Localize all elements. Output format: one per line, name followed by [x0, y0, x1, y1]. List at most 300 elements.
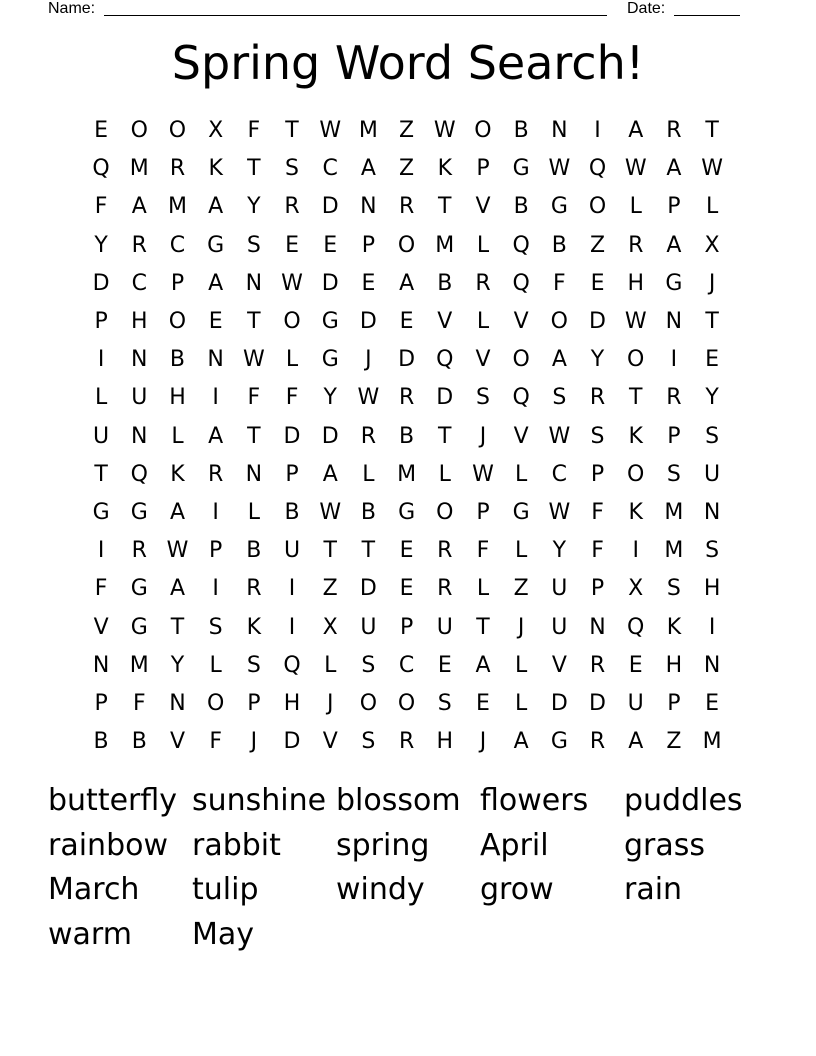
grid-letter[interactable]: V: [322, 729, 338, 755]
grid-letter[interactable]: Z: [589, 232, 606, 258]
word-list-item: May: [192, 916, 255, 952]
grid-letter[interactable]: Q: [130, 461, 148, 487]
grid-letter[interactable]: I: [212, 385, 219, 411]
grid-letter[interactable]: R: [169, 156, 186, 182]
grid-letter[interactable]: R: [666, 118, 682, 144]
grid-letter[interactable]: G: [550, 729, 568, 755]
grid-letter[interactable]: R: [666, 385, 682, 411]
grid-letter[interactable]: L: [515, 461, 528, 487]
grid-letter[interactable]: K: [666, 614, 682, 640]
grid-letter[interactable]: W: [357, 385, 380, 411]
word-list-item: tulip: [192, 872, 259, 907]
grid-letter[interactable]: H: [627, 270, 644, 296]
grid-letter[interactable]: B: [513, 118, 529, 144]
grid-letter[interactable]: K: [628, 499, 643, 525]
grid-letter[interactable]: R: [628, 232, 644, 258]
grid-letter[interactable]: S: [705, 538, 720, 564]
grid-letter[interactable]: L: [515, 652, 528, 678]
grid-letter[interactable]: M: [664, 499, 684, 525]
grid-letter[interactable]: B: [93, 729, 109, 755]
grid-letter[interactable]: L: [476, 576, 490, 602]
grid-letter[interactable]: D: [359, 576, 377, 602]
grid-letter[interactable]: V: [93, 614, 109, 640]
grid-letter[interactable]: P: [590, 576, 605, 602]
grid-letter[interactable]: D: [550, 690, 568, 716]
grid-letter[interactable]: L: [515, 538, 528, 564]
grid-letter[interactable]: J: [326, 690, 334, 716]
grid-letter[interactable]: O: [283, 309, 301, 335]
grid-letter[interactable]: A: [666, 232, 682, 258]
grid-letter[interactable]: X: [322, 614, 338, 640]
grid-letter[interactable]: R: [589, 385, 606, 411]
grid-letter[interactable]: Y: [323, 385, 337, 411]
grid-letter[interactable]: A: [169, 576, 185, 602]
grid-letter[interactable]: R: [589, 729, 606, 755]
grid-letter[interactable]: J: [365, 347, 372, 373]
grid-letter[interactable]: P: [285, 461, 299, 487]
grid-letter[interactable]: K: [208, 156, 223, 182]
grid-letter[interactable]: O: [512, 347, 530, 373]
grid-letter[interactable]: V: [551, 652, 567, 678]
grid-letter[interactable]: B: [131, 729, 147, 755]
grid-letter[interactable]: X: [628, 576, 644, 602]
grid-letter[interactable]: I: [97, 538, 105, 564]
grid-letter[interactable]: E: [399, 576, 414, 602]
grid-letter[interactable]: E: [437, 652, 452, 678]
grid-letter[interactable]: A: [513, 729, 529, 755]
grid-letter[interactable]: W: [166, 538, 189, 564]
grid-letter[interactable]: G: [207, 232, 225, 258]
grid-letter[interactable]: P: [247, 690, 261, 716]
grid-letter[interactable]: I: [97, 347, 105, 373]
grid-letter[interactable]: C: [398, 652, 415, 678]
grid-letter[interactable]: W: [281, 270, 303, 296]
name-fill-line[interactable]: [104, 15, 607, 16]
grid-letter[interactable]: F: [285, 385, 299, 411]
grid-letter[interactable]: W: [548, 499, 571, 525]
grid-letter[interactable]: D: [589, 309, 606, 335]
grid-letter[interactable]: R: [284, 194, 300, 220]
grid-letter[interactable]: J: [479, 729, 487, 755]
grid-letter[interactable]: R: [131, 232, 147, 258]
grid-letter[interactable]: N: [665, 309, 683, 335]
grid-letter[interactable]: F: [247, 118, 261, 144]
grid-letter[interactable]: R: [398, 194, 415, 220]
grid-letter[interactable]: S: [437, 690, 452, 716]
grid-letter[interactable]: J: [708, 270, 716, 296]
grid-letter[interactable]: N: [131, 347, 148, 373]
grid-letter[interactable]: I: [632, 538, 639, 564]
grid-letter[interactable]: U: [551, 576, 568, 602]
grid-letter[interactable]: E: [399, 538, 414, 564]
grid-letter[interactable]: D: [321, 423, 339, 449]
grid-letter[interactable]: W: [701, 156, 723, 182]
grid-letter[interactable]: M: [167, 194, 187, 220]
grid-letter[interactable]: D: [589, 690, 606, 716]
grid-letter[interactable]: D: [398, 347, 416, 373]
grid-letter[interactable]: P: [476, 156, 490, 182]
grid-letter[interactable]: O: [397, 232, 416, 258]
grid-letter[interactable]: Y: [170, 652, 185, 678]
grid-letter[interactable]: R: [437, 576, 453, 602]
grid-letter[interactable]: L: [705, 194, 719, 220]
grid-letter[interactable]: Z: [399, 118, 415, 144]
grid-letter[interactable]: F: [94, 576, 108, 602]
grid-letter[interactable]: V: [475, 194, 491, 220]
grid-letter[interactable]: U: [551, 614, 568, 640]
grid-letter[interactable]: V: [169, 729, 185, 755]
grid-letter[interactable]: T: [628, 385, 643, 411]
grid-letter[interactable]: M: [702, 729, 722, 755]
grid-letter[interactable]: I: [288, 576, 296, 602]
grid-letter[interactable]: S: [208, 614, 223, 640]
grid-letter[interactable]: E: [705, 690, 720, 716]
grid-letter[interactable]: V: [513, 309, 529, 335]
grid-letter[interactable]: X: [208, 118, 224, 144]
grid-letter[interactable]: N: [131, 423, 148, 449]
grid-letter[interactable]: T: [247, 156, 261, 182]
grid-letter[interactable]: D: [359, 309, 377, 335]
grid-letter[interactable]: G: [130, 576, 148, 602]
grid-letter[interactable]: R: [398, 385, 415, 411]
grid-letter[interactable]: P: [94, 690, 108, 716]
grid-letter[interactable]: N: [92, 652, 110, 678]
grid-letter[interactable]: K: [628, 423, 643, 449]
grid-letter[interactable]: N: [245, 270, 263, 296]
grid-letter[interactable]: P: [94, 309, 108, 335]
grid-letter[interactable]: O: [130, 118, 148, 144]
grid-letter[interactable]: E: [590, 270, 605, 296]
grid-letter[interactable]: C: [169, 232, 186, 258]
grid-letter[interactable]: R: [475, 270, 491, 296]
grid-letter[interactable]: R: [208, 461, 224, 487]
grid-letter[interactable]: A: [131, 194, 147, 220]
grid-letter[interactable]: T: [94, 461, 108, 487]
grid-letter[interactable]: L: [285, 347, 299, 373]
grid-letter[interactable]: O: [627, 461, 645, 487]
grid-letter[interactable]: B: [513, 194, 529, 220]
grid-letter[interactable]: K: [437, 156, 452, 182]
grid-letter[interactable]: O: [474, 118, 492, 144]
grid-letter[interactable]: A: [360, 156, 376, 182]
grid-letter[interactable]: W: [548, 423, 571, 449]
grid-letter[interactable]: E: [285, 232, 299, 258]
grid-letter[interactable]: A: [322, 461, 338, 487]
grid-letter[interactable]: R: [398, 729, 415, 755]
grid-letter[interactable]: M: [435, 232, 455, 258]
grid-letter[interactable]: S: [246, 232, 261, 258]
grid-letter[interactable]: Z: [513, 576, 529, 602]
grid-letter[interactable]: E: [399, 309, 414, 335]
grid-letter[interactable]: F: [132, 690, 146, 716]
grid-letter[interactable]: I: [708, 614, 716, 640]
grid-letter[interactable]: J: [250, 729, 258, 755]
grid-letter[interactable]: Y: [552, 538, 567, 564]
grid-letter[interactable]: T: [247, 423, 261, 449]
grid-letter[interactable]: G: [550, 194, 568, 220]
grid-letter[interactable]: S: [590, 423, 605, 449]
grid-letter[interactable]: H: [665, 652, 683, 678]
grid-letter[interactable]: W: [433, 118, 456, 144]
grid-letter[interactable]: H: [131, 309, 148, 335]
grid-letter[interactable]: P: [667, 423, 681, 449]
grid-letter[interactable]: I: [670, 347, 678, 373]
grid-letter[interactable]: Q: [283, 652, 301, 678]
grid-letter[interactable]: L: [515, 690, 528, 716]
grid-letter[interactable]: B: [246, 538, 262, 564]
grid-letter[interactable]: U: [283, 538, 301, 564]
grid-letter[interactable]: K: [246, 614, 262, 640]
grid-letter[interactable]: R: [246, 576, 262, 602]
word-list-item: rainbow: [48, 827, 168, 863]
grid-letter[interactable]: M: [664, 538, 684, 564]
grid-letter[interactable]: Q: [512, 232, 530, 258]
grid-letter[interactable]: N: [551, 118, 568, 144]
grid-letter[interactable]: E: [208, 309, 223, 335]
grid-letter[interactable]: W: [624, 156, 647, 182]
grid-letter[interactable]: P: [667, 690, 681, 716]
grid-letter[interactable]: N: [703, 652, 721, 678]
grid-letter[interactable]: S: [552, 385, 567, 411]
grid-letter[interactable]: O: [168, 309, 187, 335]
grid-letter[interactable]: D: [436, 385, 454, 411]
grid-letter[interactable]: P: [209, 538, 223, 564]
grid-letter[interactable]: S: [361, 729, 376, 755]
grid-letter[interactable]: S: [475, 385, 490, 411]
grid-letter[interactable]: O: [168, 118, 187, 144]
grid-letter[interactable]: M: [397, 461, 417, 487]
grid-letter[interactable]: H: [703, 576, 721, 602]
grid-letter[interactable]: F: [591, 538, 604, 564]
grid-letter[interactable]: C: [131, 270, 147, 296]
grid-letter[interactable]: N: [360, 194, 377, 220]
grid-letter[interactable]: Q: [92, 156, 110, 182]
grid-letter[interactable]: I: [288, 614, 296, 640]
grid-letter[interactable]: M: [129, 652, 149, 678]
grid-letter[interactable]: X: [704, 232, 720, 258]
grid-letter[interactable]: R: [437, 538, 453, 564]
grid-letter[interactable]: B: [399, 423, 415, 449]
grid-letter[interactable]: A: [399, 270, 415, 296]
grid-letter[interactable]: G: [398, 499, 416, 525]
grid-letter[interactable]: C: [551, 461, 568, 487]
grid-letter[interactable]: R: [131, 538, 147, 564]
grid-letter[interactable]: C: [322, 156, 338, 182]
word-list-item: grass: [624, 827, 706, 863]
grid-letter[interactable]: G: [665, 270, 683, 296]
grid-letter[interactable]: W: [548, 156, 571, 182]
grid-letter[interactable]: S: [246, 652, 261, 678]
grid-letter[interactable]: N: [207, 347, 224, 373]
grid-letter[interactable]: M: [129, 156, 149, 182]
grid-letter[interactable]: D: [92, 270, 110, 296]
grid-letter[interactable]: U: [93, 423, 110, 449]
grid-letter[interactable]: R: [360, 423, 377, 449]
grid-letter[interactable]: A: [475, 652, 491, 678]
grid-letter[interactable]: Y: [705, 385, 719, 411]
grid-letter[interactable]: B: [437, 270, 453, 296]
grid-letter[interactable]: F: [209, 729, 222, 755]
grid-letter[interactable]: U: [627, 690, 644, 716]
grid-letter[interactable]: S: [705, 423, 720, 449]
grid-letter[interactable]: I: [212, 576, 219, 602]
grid-letter[interactable]: G: [321, 347, 339, 373]
grid-letter[interactable]: E: [323, 232, 338, 258]
grid-letter[interactable]: L: [324, 652, 337, 678]
grid-letter[interactable]: F: [94, 194, 108, 220]
grid-letter[interactable]: F: [591, 499, 604, 525]
grid-letter[interactable]: T: [438, 423, 452, 449]
grid-letter[interactable]: W: [319, 499, 342, 525]
grid-letter[interactable]: B: [360, 499, 376, 525]
grid-letter[interactable]: Q: [436, 347, 454, 373]
grid-letter[interactable]: U: [704, 461, 721, 487]
grid-letter[interactable]: W: [624, 309, 647, 335]
grid-letter[interactable]: B: [169, 347, 186, 373]
grid-letter[interactable]: V: [437, 309, 453, 335]
grid-letter[interactable]: Z: [399, 156, 415, 182]
grid-letter[interactable]: Q: [627, 614, 645, 640]
grid-letter[interactable]: A: [551, 347, 567, 373]
grid-letter[interactable]: B: [551, 232, 567, 258]
grid-letter[interactable]: U: [131, 385, 148, 411]
grid-letter[interactable]: T: [476, 614, 490, 640]
grid-letter[interactable]: K: [170, 461, 185, 487]
word-list-item: windy: [336, 872, 425, 907]
grid-letter[interactable]: O: [550, 309, 568, 335]
grid-letter[interactable]: T: [285, 118, 299, 144]
grid-letter[interactable]: M: [358, 118, 378, 144]
grid-letter[interactable]: S: [666, 461, 681, 487]
grid-letter[interactable]: A: [208, 423, 224, 449]
grid-letter[interactable]: N: [245, 461, 263, 487]
grid-letter[interactable]: Y: [247, 194, 261, 220]
grid-letter[interactable]: L: [209, 652, 222, 678]
grid-letter[interactable]: L: [629, 194, 642, 220]
grid-letter[interactable]: R: [589, 652, 606, 678]
grid-letter[interactable]: L: [476, 232, 490, 258]
grid-letter[interactable]: E: [705, 347, 720, 373]
grid-letter[interactable]: G: [130, 614, 148, 640]
grid-letter[interactable]: T: [705, 118, 719, 144]
grid-letter[interactable]: B: [284, 499, 300, 525]
grid-letter[interactable]: L: [247, 499, 260, 525]
grid-letter[interactable]: P: [170, 270, 185, 296]
grid-letter[interactable]: S: [666, 576, 681, 602]
grid-letter[interactable]: A: [666, 156, 682, 182]
grid-letter[interactable]: Z: [322, 576, 338, 602]
grid-letter[interactable]: I: [212, 499, 219, 525]
date-fill-line[interactable]: [674, 15, 740, 16]
grid-letter[interactable]: W: [319, 118, 342, 144]
grid-letter[interactable]: F: [476, 538, 490, 564]
grid-letter[interactable]: A: [169, 499, 185, 525]
grid-letter[interactable]: T: [361, 538, 376, 564]
grid-letter[interactable]: E: [476, 690, 490, 716]
grid-letter[interactable]: S: [361, 652, 376, 678]
grid-letter[interactable]: Y: [590, 347, 605, 373]
grid-letter[interactable]: O: [588, 194, 607, 220]
date-label: Date:: [627, 0, 666, 17]
grid-letter[interactable]: N: [589, 614, 606, 640]
grid-letter[interactable]: Q: [588, 156, 607, 182]
grid-letter[interactable]: F: [553, 270, 566, 296]
grid-letter[interactable]: U: [436, 614, 453, 640]
grid-letter[interactable]: Y: [94, 232, 108, 258]
grid-letter[interactable]: J: [479, 423, 487, 449]
grid-letter[interactable]: O: [359, 690, 378, 716]
grid-letter[interactable]: L: [362, 461, 375, 487]
grid-letter[interactable]: S: [285, 156, 300, 182]
name-date-header: [48, 0, 768, 20]
grid-letter[interactable]: A: [208, 194, 224, 220]
grid-letter[interactable]: U: [360, 614, 377, 640]
grid-letter[interactable]: G: [321, 309, 339, 335]
grid-letter[interactable]: Q: [512, 270, 530, 296]
grid-letter[interactable]: O: [206, 690, 225, 716]
grid-letter[interactable]: V: [475, 347, 491, 373]
grid-letter[interactable]: Q: [512, 385, 530, 411]
grid-letter[interactable]: E: [628, 652, 643, 678]
grid-letter[interactable]: W: [242, 347, 265, 373]
grid-letter[interactable]: A: [628, 118, 644, 144]
grid-letter[interactable]: D: [321, 194, 339, 220]
grid-letter[interactable]: F: [247, 385, 261, 411]
grid-letter[interactable]: H: [436, 729, 454, 755]
grid-letter[interactable]: N: [703, 499, 721, 525]
grid-letter[interactable]: D: [321, 270, 339, 296]
grid-letter[interactable]: T: [323, 538, 337, 564]
grid-letter[interactable]: O: [436, 499, 454, 525]
grid-letter[interactable]: L: [94, 385, 108, 411]
grid-letter[interactable]: Z: [666, 729, 682, 755]
word-list-item: rain: [624, 872, 683, 907]
grid-letter[interactable]: W: [472, 461, 494, 487]
grid-letter[interactable]: H: [169, 385, 186, 411]
grid-letter[interactable]: P: [667, 194, 681, 220]
grid-letter[interactable]: A: [628, 729, 644, 755]
grid-letter[interactable]: J: [517, 614, 525, 640]
grid-letter[interactable]: V: [513, 423, 529, 449]
grid-letter[interactable]: T: [438, 194, 452, 220]
grid-letter[interactable]: O: [397, 690, 416, 716]
grid-letter[interactable]: N: [169, 690, 186, 716]
grid-letter[interactable]: P: [399, 614, 414, 640]
grid-letter[interactable]: H: [283, 690, 301, 716]
grid-letter[interactable]: D: [283, 729, 301, 755]
word-list-item: warm: [48, 916, 132, 952]
grid-letter[interactable]: L: [476, 309, 490, 335]
grid-letter[interactable]: G: [92, 499, 110, 525]
grid-letter[interactable]: L: [171, 423, 184, 449]
grid-letter[interactable]: E: [94, 118, 109, 144]
grid-letter[interactable]: G: [512, 156, 530, 182]
grid-letter[interactable]: A: [208, 270, 224, 296]
grid-letter[interactable]: E: [361, 270, 376, 296]
grid-letter[interactable]: T: [170, 614, 185, 640]
grid-letter[interactable]: T: [247, 309, 261, 335]
grid-letter[interactable]: T: [705, 309, 719, 335]
grid-letter[interactable]: P: [476, 499, 490, 525]
grid-letter[interactable]: I: [594, 118, 601, 144]
grid-letter[interactable]: O: [627, 347, 645, 373]
grid-letter[interactable]: G: [512, 499, 530, 525]
grid-letter[interactable]: P: [590, 461, 605, 487]
grid-letter[interactable]: L: [438, 461, 451, 487]
grid-letter[interactable]: P: [361, 232, 376, 258]
grid-letter[interactable]: G: [130, 499, 148, 525]
grid-letter[interactable]: D: [283, 423, 301, 449]
